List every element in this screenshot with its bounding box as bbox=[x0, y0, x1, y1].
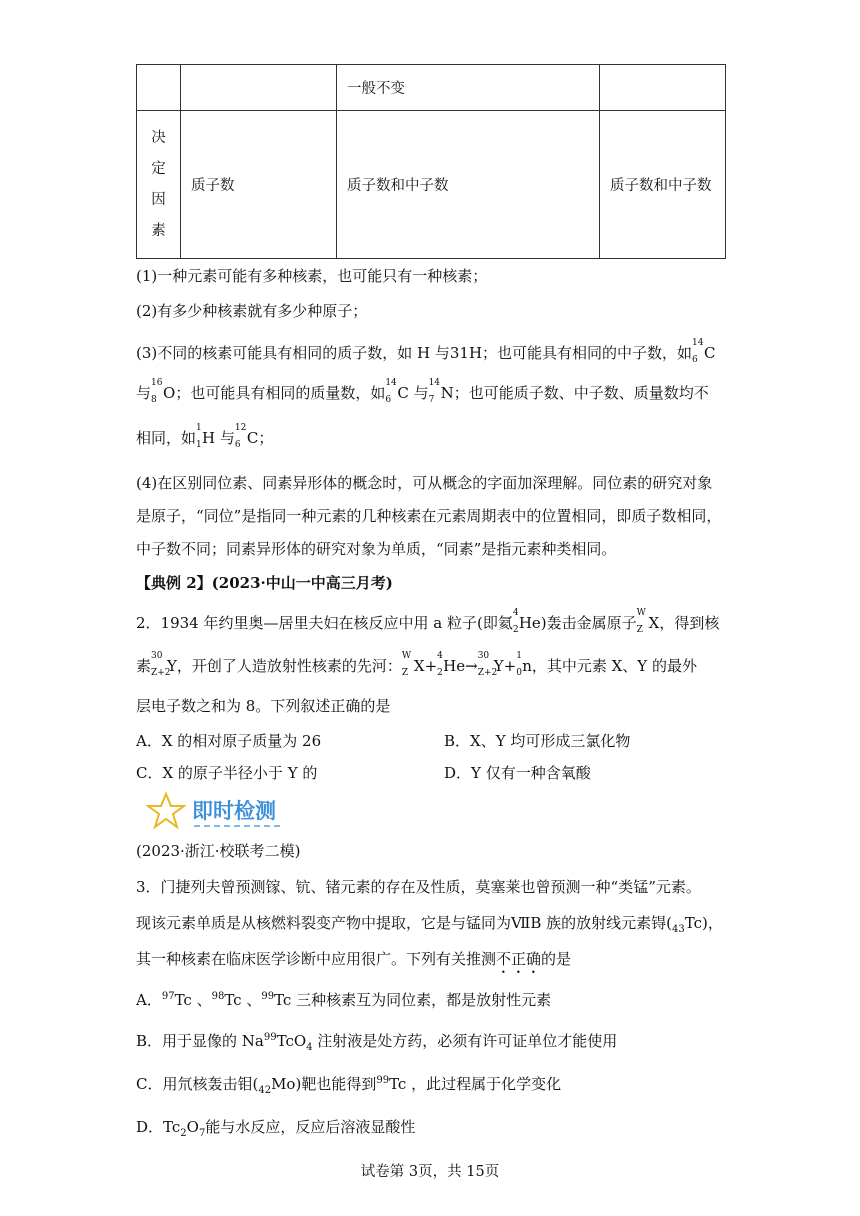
nuclide-symbol: W Z bbox=[636, 608, 646, 635]
text: C 与 bbox=[397, 384, 429, 402]
option-a bbox=[136, 987, 551, 1010]
question-3-line-2 bbox=[136, 913, 723, 940]
header-char: 定 bbox=[151, 160, 166, 177]
mass-number: 99 bbox=[376, 1075, 390, 1086]
text: C．用氘核轰击钼( bbox=[136, 1075, 259, 1093]
atomic-number: 43 bbox=[672, 924, 685, 935]
question-2-line-1 bbox=[136, 608, 720, 635]
note-3-line-2 bbox=[136, 378, 709, 405]
comparison-table bbox=[136, 64, 726, 259]
text: He→ bbox=[443, 657, 478, 675]
option-c bbox=[136, 1071, 561, 1101]
question-2-line-3: 层电子数之和为 8。下列叙述正确的是 bbox=[136, 697, 391, 715]
text: He)轰击金属原子 bbox=[518, 614, 637, 632]
text: 其一种核素在临床医学诊断中应用很广。下列有关推测 bbox=[136, 950, 497, 968]
header-char: 因 bbox=[151, 191, 166, 208]
note-4-line-1: (4)在区别同位素、同素异形体的概念时，可从概念的字面加深理解。同位素的研究对象 bbox=[136, 474, 713, 492]
mass-number: 98 bbox=[211, 991, 225, 1002]
table-cell-header bbox=[137, 111, 181, 259]
text: H 与 bbox=[202, 429, 235, 447]
table-cell: 质子数和中子数 bbox=[337, 111, 600, 259]
text: Tc bbox=[684, 914, 702, 932]
option-a: A．X 的相对原子质量为 26 bbox=[136, 732, 322, 750]
note-3-line-3 bbox=[136, 423, 274, 450]
text: Tc 三种核素互为同位素，都是放射性元素 bbox=[274, 991, 552, 1009]
note-2: (2)有多少种核素就有多少种原子； bbox=[136, 302, 368, 320]
nuclide-symbol: 4 2 bbox=[437, 651, 443, 678]
option-b: B．X、Y 均可形成三氯化物 bbox=[444, 732, 631, 750]
text: TcO bbox=[276, 1032, 307, 1050]
page-footer: 试卷第 3页，共 15页 bbox=[360, 1164, 500, 1180]
text: Tc bbox=[163, 1118, 181, 1136]
text: (3)不同的核素可能具有相同的质子数，如 H 与31H；也可能具有相同的中子数，如 bbox=[136, 344, 693, 362]
question-3-line-1: 3．门捷列夫曾预测镓、钪、锗元素的存在及性质，莫塞莱也曾预测一种“类锰”元素。 bbox=[136, 878, 701, 896]
text: 相同，如 bbox=[136, 429, 197, 447]
text: Y+ bbox=[493, 657, 517, 675]
emphasis-text: 不正确 bbox=[496, 950, 542, 968]
note-3-line-1: (3)不同的核素可能具有相同的质子数，如 H 与31H；也可能具有相同的中子数，如 14 6 C bbox=[136, 338, 716, 365]
nuclide-symbol: 1 1 bbox=[196, 423, 202, 450]
table-row bbox=[137, 111, 726, 259]
nuclide-symbol: W Z bbox=[401, 651, 412, 678]
table-row bbox=[137, 65, 726, 111]
question-2-line-2 bbox=[136, 651, 697, 678]
text: 素 bbox=[136, 657, 152, 675]
nuclide-symbol: 12 6 bbox=[234, 423, 247, 450]
text: O；也可能具有相同的质量数，如 bbox=[163, 384, 386, 402]
badge-text: 即时检测 bbox=[192, 799, 276, 823]
table-cell bbox=[137, 65, 181, 111]
mass-number: 99 bbox=[263, 1032, 277, 1043]
instant-check-badge bbox=[146, 792, 296, 830]
text: Tc 、 bbox=[224, 991, 262, 1009]
mass-number: 99 bbox=[261, 991, 275, 1002]
option-d: D．$Tc_2O_7$能与水反应，反应后溶液显酸性 bbox=[136, 1118, 416, 1139]
atomic-number: 42 bbox=[258, 1085, 272, 1096]
nuclide-symbol: 14 6 bbox=[385, 378, 397, 405]
note-4-line-3: 中子数不同；同素异形体的研究对象为单质，“同素”是指元素种类相同。 bbox=[136, 540, 617, 558]
text: D． bbox=[136, 1118, 164, 1136]
text: 现该元素单质是从核燃料裂变产物中提取，它是与锰同为ⅦB 族的放射线元素锝( bbox=[136, 914, 673, 932]
nuclide-symbol: 14 7 bbox=[428, 378, 441, 405]
text: Y，开创了人造放射性核素的先河： bbox=[167, 657, 402, 675]
nuclide-symbol: 16 8 bbox=[151, 378, 163, 405]
nuclide-symbol: 30 Z+2 bbox=[477, 651, 498, 678]
text: 2．1934 年约里奥—居里夫妇在核反应中用 a 粒子(即氦 bbox=[136, 614, 513, 632]
note-1: (1)一种元素可能有多种核素，也可能只有一种核素； bbox=[136, 267, 488, 285]
nuclide-symbol: 14 6 bbox=[692, 338, 704, 365]
text: A． bbox=[136, 991, 162, 1009]
subscript: 2 bbox=[180, 1128, 187, 1139]
text: X，得到核 bbox=[648, 614, 720, 632]
text: 注射液是处方药，必须有许可证单位才能使用 bbox=[312, 1032, 618, 1050]
text: 与 bbox=[136, 384, 152, 402]
table-cell: 一般不变 bbox=[337, 65, 600, 111]
subscript: 7 bbox=[198, 1128, 206, 1139]
table-cell bbox=[600, 65, 726, 111]
text: Mo bbox=[271, 1075, 296, 1093]
text: X+ bbox=[413, 657, 438, 675]
nuclide-symbol: 1 0 bbox=[516, 651, 522, 678]
mass-number: 97 bbox=[161, 991, 175, 1002]
table-cell: 质子数和中子数 bbox=[600, 111, 726, 259]
text: n，其中元素 X、Y 的最外 bbox=[522, 657, 697, 675]
text: )靶也能得到 bbox=[295, 1075, 377, 1093]
text: C； bbox=[246, 429, 274, 447]
option-b bbox=[136, 1028, 617, 1058]
table-cell: 质子数 bbox=[181, 111, 337, 259]
header-char: 素 bbox=[151, 222, 166, 239]
badge-underline bbox=[194, 825, 280, 827]
text: 能与水反应，反应后溶液显酸性 bbox=[205, 1118, 416, 1136]
option-c: C．X 的原子半径小于 Y 的 bbox=[136, 764, 318, 782]
text: )， bbox=[702, 914, 723, 932]
table-cell bbox=[181, 65, 337, 111]
header-char: 决 bbox=[151, 129, 166, 146]
option-d: D．Y 仅有一种含氧酸 bbox=[444, 764, 591, 782]
text: Tc ，此过程属于化学变化 bbox=[389, 1075, 562, 1093]
example-title: 【典例 2】(2023·中山一中高三月考) bbox=[136, 574, 393, 592]
text: B．用于显像的 Na bbox=[136, 1032, 264, 1050]
nuclide-symbol: 4 2 bbox=[512, 608, 519, 635]
star-icon bbox=[146, 792, 186, 830]
text: Tc 、 bbox=[174, 991, 212, 1009]
text: N；也可能质子数、中子数、质量数均不 bbox=[440, 384, 709, 402]
question-3-line-3 bbox=[136, 949, 571, 977]
text: 的是 bbox=[541, 950, 572, 968]
nuclide-symbol: 30 Z+2 bbox=[151, 651, 171, 678]
note-4-line-2: 是原子，“同位”是指同一种元素的几种核素在元素周期表中的位置相同，即质子数相同， bbox=[136, 507, 722, 525]
subscript: 4 bbox=[306, 1042, 313, 1053]
check-source: (2023·浙江·校联考二模) bbox=[136, 842, 301, 860]
